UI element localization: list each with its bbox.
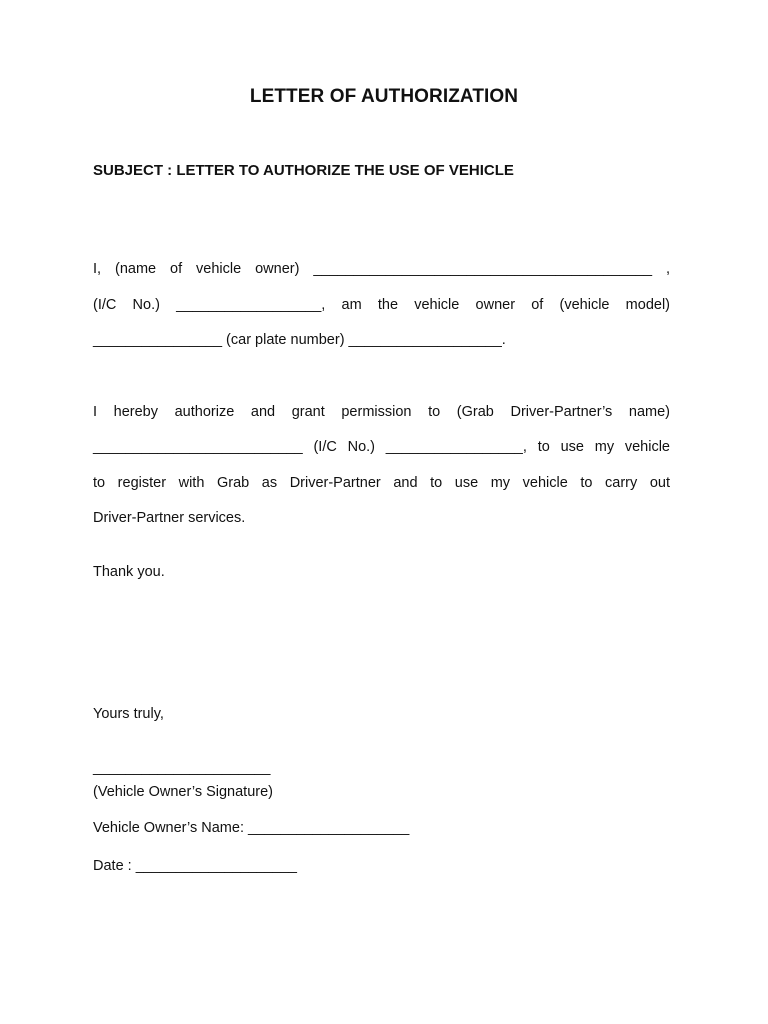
ic-vehicle-model-line: (I/C No.) __________________, am the vehicle owner of (vehicle model) xyxy=(93,297,670,313)
date-field: Date : ____________________ xyxy=(93,858,297,874)
owner-name-field: Vehicle Owner’s Name: ____________________ xyxy=(93,820,410,836)
authorization-line: I hereby authorize and grant permission to (Grab Driver-Partner’s name) xyxy=(93,404,670,420)
services-line: Driver-Partner services. xyxy=(93,510,246,526)
document-title: LETTER OF AUTHORIZATION xyxy=(249,86,519,107)
owner-name-line: I, (name of vehicle owner) __________________________________________ , xyxy=(93,261,670,277)
subject-line: SUBJECT : LETTER TO AUTHORIZE THE USE OF VEHICLE xyxy=(93,162,514,179)
register-grab-line: to register with Grab as Driver-Partner and to use my vehicle to carry out xyxy=(93,475,670,491)
thank-you-text: Thank you. xyxy=(93,564,165,580)
driver-ic-line: __________________________ (I/C No.) _________________, to use my vehicle xyxy=(93,439,670,455)
car-plate-line: ________________ (car plate number) ___________________. xyxy=(93,332,506,348)
closing-text: Yours truly, xyxy=(93,706,164,722)
signature-label: (Vehicle Owner’s Signature) xyxy=(93,784,273,800)
signature-line: ______________________ xyxy=(93,760,271,776)
